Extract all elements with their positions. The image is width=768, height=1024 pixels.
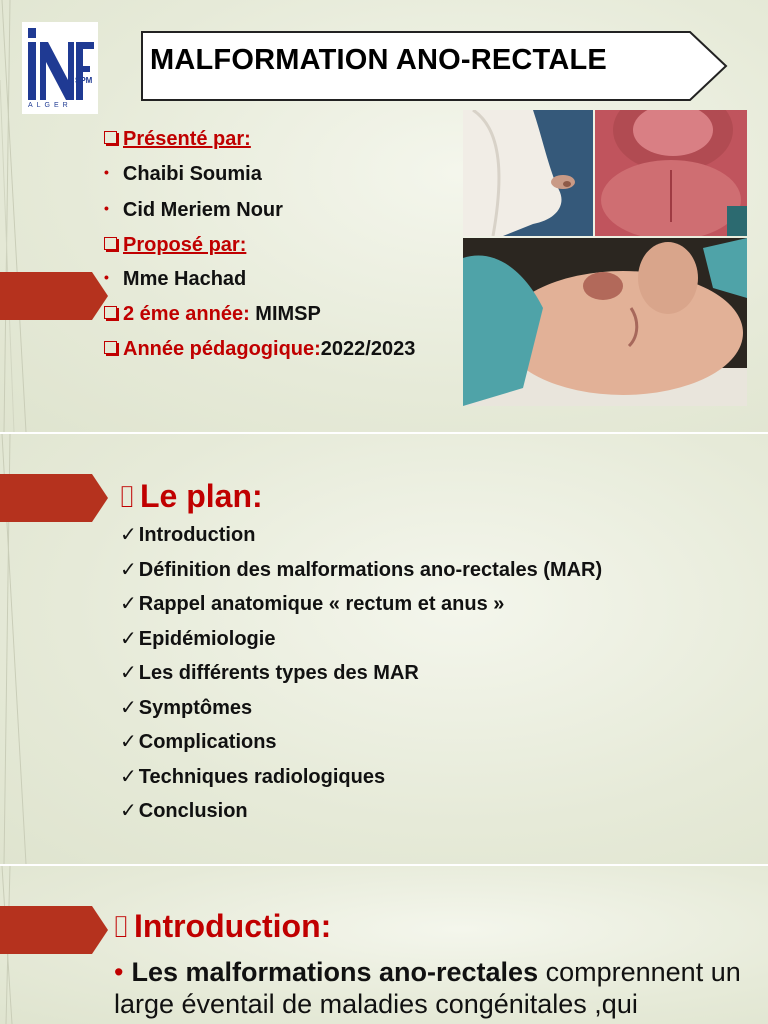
list-item <box>120 591 602 626</box>
intro-bold-text: Les malformations ano-rectales <box>131 957 539 987</box>
dot-bullet-icon: • <box>104 164 109 180</box>
checkmark-icon: ✓ <box>120 696 137 719</box>
photo-infant-3 <box>463 238 747 406</box>
presenter-row <box>104 199 283 222</box>
checkmark-icon: ✓ <box>120 524 137 546</box>
slide-1 <box>0 0 768 432</box>
academic-year-label: Année pédagogique: <box>123 338 321 360</box>
slide-3 <box>0 866 768 1024</box>
list-item <box>120 729 602 764</box>
proposed-by-label: Proposé par: <box>123 234 247 256</box>
red-arrow-tab <box>0 272 110 320</box>
list-item-label: Conclusion <box>138 800 248 822</box>
plan-title-row <box>118 478 263 515</box>
checkmark-icon: ✓ <box>120 627 137 650</box>
intro-title-row <box>112 908 331 945</box>
list-item-label: Définition des malformations ano-rectales (MAR) <box>138 558 603 581</box>
year-value: MIMSP <box>255 303 321 325</box>
list-item <box>120 557 602 592</box>
plan-title: Le plan: <box>140 478 263 514</box>
logo <box>22 22 98 114</box>
list-item-label: Complications <box>138 731 277 753</box>
presented-by-label: Présenté par: <box>123 128 251 150</box>
square-bullet-icon <box>104 341 117 354</box>
checkmark-icon: ✓ <box>120 662 137 684</box>
intro-paragraph <box>114 956 754 1020</box>
logo-spm: SPM <box>75 76 93 85</box>
dot-bullet-icon: • <box>114 957 124 987</box>
list-item-label: Rappel anatomique « rectum et anus » <box>138 593 505 615</box>
dot-bullet-icon: • <box>104 200 109 216</box>
intro-title: Introduction: <box>134 908 332 944</box>
dot-bullet-icon: • <box>104 269 109 285</box>
square-bullet-icon <box>104 306 117 319</box>
list-item <box>120 695 602 730</box>
academic-year-row <box>104 338 415 361</box>
presenter-row <box>104 163 262 186</box>
academic-year-value: 2022/2023 <box>320 338 416 360</box>
proposed-by-row <box>104 234 246 257</box>
list-item <box>120 798 602 833</box>
page-title: MALFORMATION ANO-RECTALE <box>150 44 607 76</box>
presenter-name: Chaibi Soumia <box>122 163 262 185</box>
plan-list <box>120 522 602 833</box>
checkmark-icon: ✓ <box>120 731 137 753</box>
list-item-label: Introduction <box>138 524 256 546</box>
slide-2 <box>0 434 768 864</box>
list-item-label: Epidémiologie <box>138 627 276 650</box>
presented-by-row <box>104 128 251 151</box>
bracket-bullet-icon: ⌷ <box>118 481 136 514</box>
list-item <box>120 626 602 661</box>
square-bullet-icon <box>104 131 117 144</box>
year-label: 2 éme année: <box>123 303 250 325</box>
presenter-name: Cid Meriem Nour <box>122 199 283 221</box>
checkmark-icon: ✓ <box>120 593 137 615</box>
proposer-row <box>104 268 246 291</box>
list-item-label: Techniques radiologiques <box>138 765 386 788</box>
year-row <box>104 303 321 326</box>
photo-infant-2 <box>595 110 747 236</box>
red-arrow-tab <box>0 906 110 954</box>
checkmark-icon: ✓ <box>120 800 137 822</box>
bracket-bullet-icon: ⌷ <box>112 911 130 944</box>
list-item-label: Symptômes <box>138 696 253 719</box>
inf-logo-icon <box>22 22 98 114</box>
list-item <box>120 522 602 557</box>
list-item <box>120 660 602 695</box>
list-item <box>120 764 602 799</box>
checkmark-icon: ✓ <box>120 558 137 581</box>
logo-city: ALGER <box>28 102 72 109</box>
red-arrow-tab <box>0 474 110 522</box>
checkmark-icon: ✓ <box>120 765 137 788</box>
list-item-label: Les différents types des MAR <box>138 662 419 684</box>
square-bullet-icon <box>104 237 117 250</box>
proposer-name: Mme Hachad <box>122 268 247 290</box>
intro-text: comprennent un large éventail de maladies congénitales ,qui <box>114 957 741 1019</box>
photo-infant-1 <box>463 110 593 236</box>
